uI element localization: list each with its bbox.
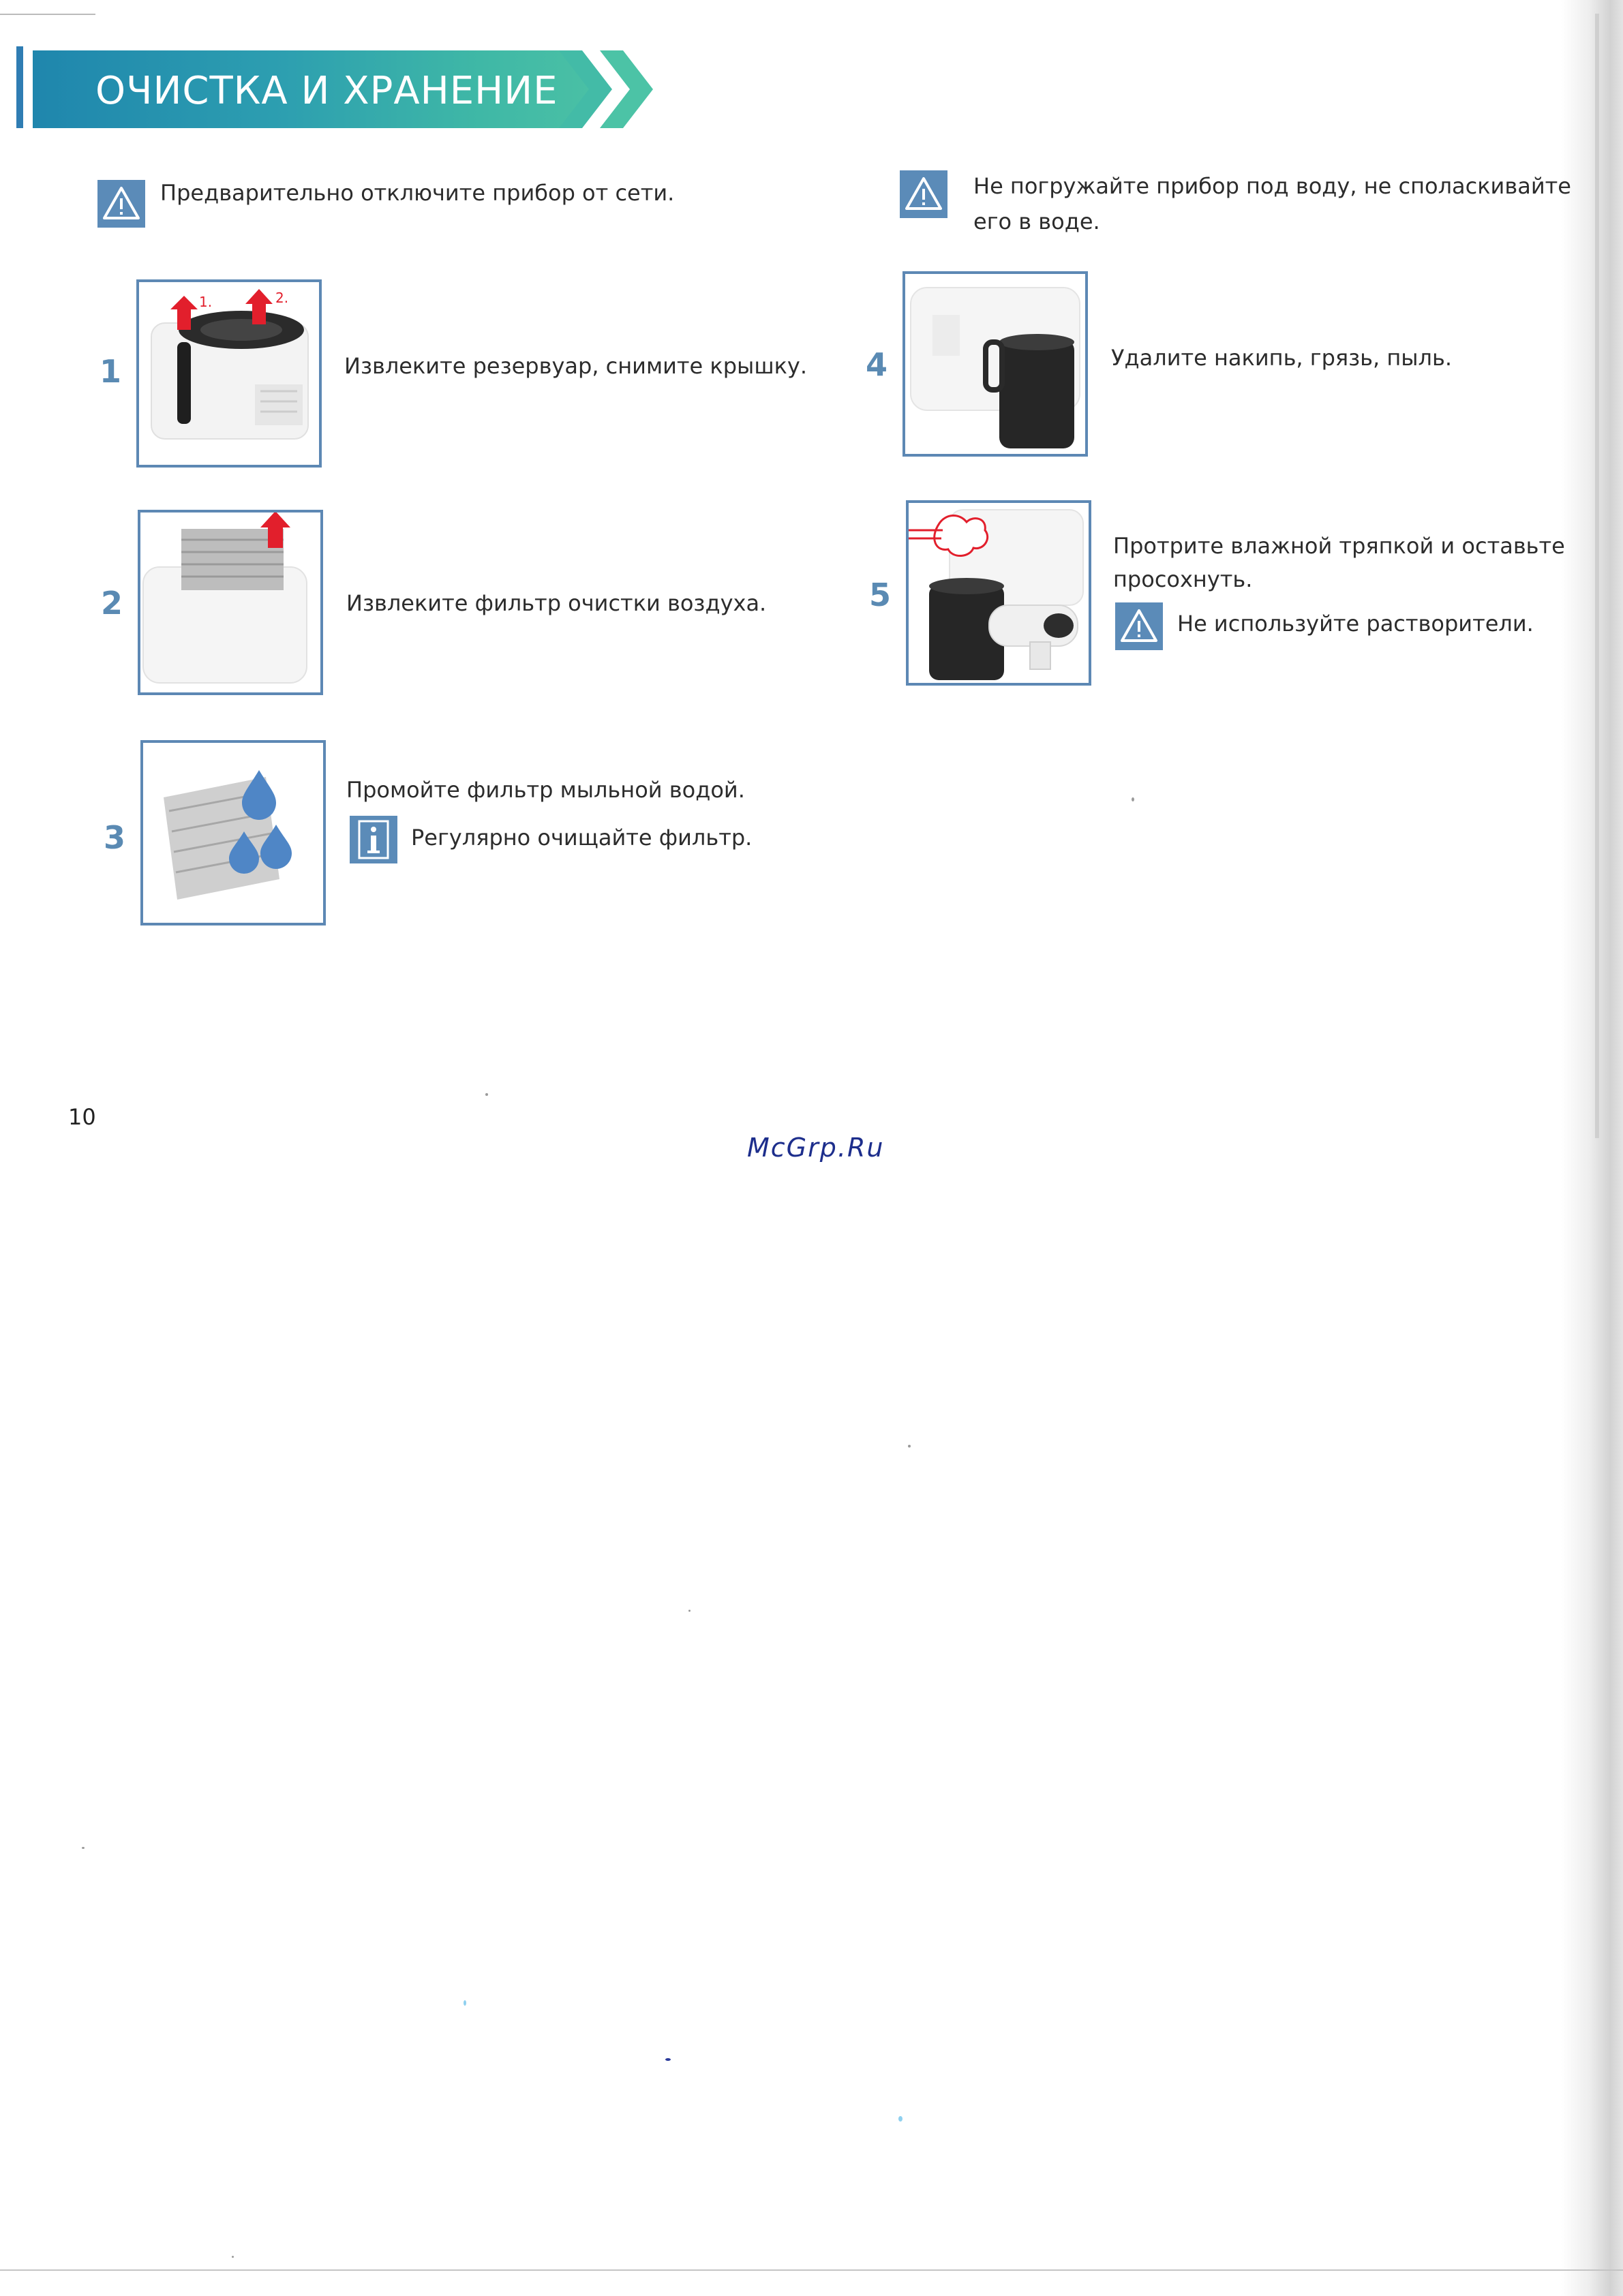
chevron-icon — [600, 50, 661, 128]
arrow-label-1: 1. — [199, 294, 213, 310]
scan-speck — [464, 2000, 466, 2006]
scan-speck — [485, 1093, 488, 1096]
step-1-text: Извлеките резервуар, снимите крышку. — [344, 353, 808, 379]
scan-speck — [82, 1847, 85, 1849]
step-3-text: Промойте фильтр мыльной водой. — [346, 777, 745, 803]
scan-speck — [1132, 797, 1134, 801]
arrow-label-2: 2. — [275, 290, 289, 306]
warning-icon — [900, 170, 947, 218]
page-title: ОЧИСТКА И ХРАНЕНИЕ — [95, 69, 558, 113]
header-stripe — [16, 46, 23, 128]
warning-unplug-text: Предварительно отключите прибор от сети. — [160, 180, 675, 206]
info-icon — [350, 816, 397, 863]
remove-tank-image — [136, 279, 322, 468]
step-number: 4 — [866, 346, 888, 383]
warning-immerse-line1: Не погружайте прибор под воду, не споласкивайте — [973, 173, 1571, 199]
step-5-text-line2: просохнуть. — [1113, 566, 1253, 592]
step-number: 2 — [101, 585, 123, 622]
page-edge-line — [1595, 14, 1599, 1138]
warning-icon — [97, 180, 145, 228]
scan-speck — [688, 1610, 691, 1612]
scan-speck — [898, 2116, 902, 2122]
step-3-note: Регулярно очищайте фильтр. — [411, 825, 753, 851]
top-rule — [0, 14, 95, 15]
step-number: 5 — [869, 577, 892, 613]
page-edge-shadow — [1561, 0, 1623, 2296]
descale-tank-image — [902, 271, 1088, 457]
step-5-warning: Не используйте растворители. — [1177, 611, 1534, 637]
step-number: 1 — [100, 353, 122, 390]
step-number: 3 — [104, 819, 126, 856]
scan-speck — [232, 2256, 234, 2258]
warning-immerse-line2: его в воде. — [973, 209, 1100, 234]
wipe-tank-image — [906, 500, 1091, 686]
step-2-text: Извлеките фильтр очистки воздуха. — [346, 590, 767, 616]
warning-icon — [1115, 602, 1163, 650]
step-4-text: Удалите накипь, грязь, пыль. — [1111, 345, 1453, 371]
remove-filter-image — [138, 510, 323, 695]
step-5-text-line1: Протрите влажной тряпкой и оставьте — [1113, 533, 1565, 559]
scan-speck — [908, 1445, 911, 1448]
bottom-rule — [0, 2269, 1623, 2271]
scan-speck — [665, 2058, 671, 2061]
page-number: 10 — [68, 1104, 96, 1130]
wash-filter-image — [140, 740, 326, 925]
brand-watermark: McGrp.Ru — [747, 1133, 885, 1163]
